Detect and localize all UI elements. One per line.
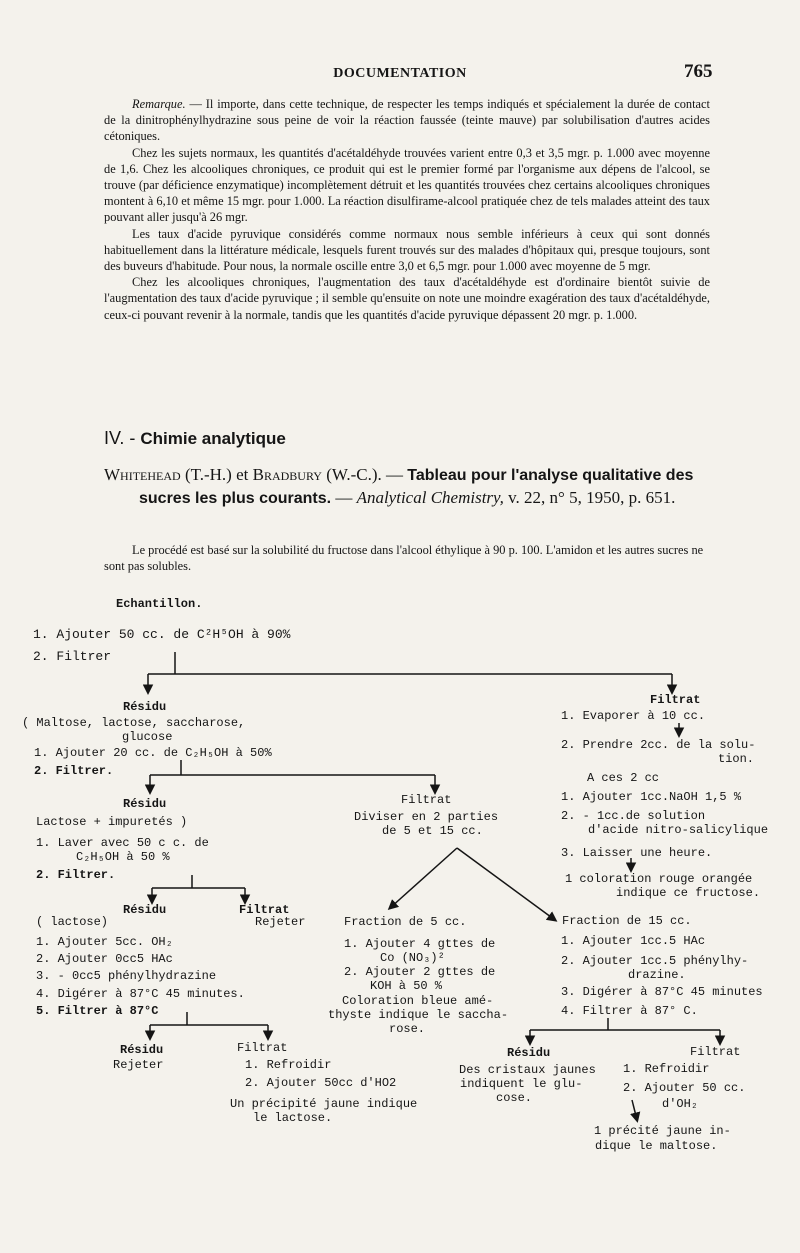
maltose-filtrat-step-2: 2. Ajouter 50 cc. [623, 1081, 746, 1095]
lactose-step-4: 4. Digérer à 87°C 45 minutes. [36, 987, 245, 1001]
section-dash: - [124, 428, 141, 448]
maltose-result: 1 précité jaune in- [594, 1124, 731, 1138]
residu-2-step-2: 2. Filtrer. [36, 868, 116, 882]
maltose-filtrat-step-2-cont: d'OH₂ [662, 1097, 699, 1111]
maltose-result-cont: dique le maltose. [595, 1139, 718, 1153]
glucose-residu-title: Résidu [507, 1046, 551, 1060]
lactose-result-cont: le lactose. [253, 1111, 333, 1125]
fraction-15-step-2: 2. Ajouter 1cc.5 phénylhy- [561, 954, 749, 968]
filtrat-2-title: Filtrat [401, 793, 452, 807]
paragraph-text: Les taux d'acide pyruvique considérés comme normaux nous semble inférieurs à ceux qui sont donnés habituellement dans la littérature médicale, lesquels furent trouvés sur des malades d'hôpitaux qui, presque toujours, sont des buveurs d'habitude. Pour nous, la normale oscille entre 3,0 et 6,5 mgr. pour 1.000 avec moyenne de 5 mgr. [104, 226, 710, 274]
running-header: DOCUMENTATION [333, 66, 467, 81]
filtrat-1-step-2: 2. Prendre 2cc. de la solu- [561, 738, 756, 752]
residu-1-glucose: glucose [122, 730, 173, 744]
fraction-5-step-1-cont: Co (NO₃)² [380, 951, 445, 965]
saccharose-result: Coloration bleue amé- [342, 994, 494, 1008]
saccharose-result-cont: thyste indique le saccha- [328, 1008, 509, 1022]
residu-3-lactose: ( lactose) [36, 915, 109, 929]
sample-label: Echantillon. [116, 597, 203, 611]
lactose-residu-discard: Rejeter [113, 1058, 164, 1072]
intro-text: Le procédé est basé sur la solubilité du fructose dans l'alcool éthylique à 90 p. 100. L'amidon et les autres sucres ne sont pas solubles. [104, 543, 704, 574]
lactose-step-2: 2. Ajouter 0cc5 HAc [36, 952, 173, 966]
residu-2-step-1-cont: C₂H₅OH à 50 % [76, 850, 170, 864]
filtrat-3-discard: Rejeter [255, 915, 306, 929]
fraction-5-step-1: 1. Ajouter 4 gttes de [344, 937, 496, 951]
saccharose-result-end: rose. [389, 1022, 426, 1036]
author: Whitehead (T.-H.) [104, 465, 232, 484]
paragraph-text: Chez les sujets normaux, les quantités d'acétaldéhyde trouvées varient entre 0,3 et 3,5 mgr. p. 1.000 avec moyenne de 1,6. Chez les alcooliques chroniques, ce produit qui est le premier formé par l'organisme aux dépens de l'alcool, se trouve (par déficience enzymatique) incomplètement détruit et les quantités trouvées chez certains alcooliques chroniques montent à 6,10 et même 15 mgr. pour 1.000. La réaction disulfirame-alcool pratiquée chez de tels malades atteint des taux pouvant aller jusqu'à 26 mgr. [104, 145, 710, 225]
filtrat-1-step-3: 1. Ajouter 1cc.NaOH 1,5 % [561, 790, 742, 804]
lactose-filtrat-step-2: 2. Ajouter 50cc d'HO2 [245, 1076, 397, 1090]
lactose-residu-title: Résidu [120, 1043, 164, 1057]
filtrat-1-step-4-cont: d'acide nitro-salicylique [588, 823, 769, 837]
residu-3-title: Résidu [123, 903, 167, 917]
filtrat-1-aliquot: A ces 2 cc [587, 771, 660, 785]
residu-2-title: Résidu [123, 797, 167, 811]
filtrat-2-divide-cont: de 5 et 15 cc. [382, 824, 483, 838]
fraction-5-step-2-cont: KOH à 50 % [370, 979, 443, 993]
fraction-15-step-2-cont: drazine. [628, 968, 686, 982]
glucose-result: Des cristaux jaunes [459, 1063, 596, 1077]
step-filter: 2. Filtrer [33, 649, 112, 664]
residu-2-step-1: 1. Laver avec 50 c c. de [36, 836, 209, 850]
step-add-ethanol-90: 1. Ajouter 50 cc. de C²H⁵OH à 90% [33, 627, 291, 642]
fraction-5-title: Fraction de 5 cc. [344, 915, 467, 929]
lactose-result: Un précipité jaune indique [230, 1097, 418, 1111]
journal-name: Analytical Chemistry, [356, 488, 504, 507]
filtrat-1-step-5: 3. Laisser une heure. [561, 846, 713, 860]
fraction-15-step-3: 3. Digérer à 87°C 45 minutes [561, 985, 763, 999]
paragraph-text: — Il importe, dans cette technique, de respecter les temps indiqués et spécialement la durée de contact de la dinitrophénylhydrazine sous peine de voir la réaction faussée (teinte mauve) par solubilisation d'autres acides cétoniques. [104, 97, 710, 144]
filtrat-2-divide: Diviser en 2 parties [354, 810, 499, 824]
conjunction: et [231, 465, 253, 484]
residu-1-title: Résidu [123, 700, 167, 714]
filtrat-1-step-1: 1. Evaporer à 10 cc. [561, 709, 706, 723]
article-title-cont: qualitative des sucres les plus courants. [139, 467, 694, 507]
maltose-filtrat-step-1: 1. Refroidir [623, 1062, 710, 1076]
fraction-15-step-4: 4. Filtrer à 87° C. [561, 1004, 698, 1018]
lactose-step-3: 3. - 0cc5 phénylhydrazine [36, 969, 217, 983]
residu-1-step-2: 2. Filtrer. [34, 764, 114, 778]
residu-1-sugars: ( Maltose, lactose, saccharose, [22, 716, 246, 730]
separator: — [331, 488, 357, 507]
residu-2-content: Lactose + impuretés ) [36, 815, 188, 829]
fraction-15-title: Fraction de 15 cc. [562, 914, 692, 928]
article-title: Tableau pour l'analyse [407, 467, 578, 484]
journal-details: v. 22, n° 5, 1950, p. 651. [508, 488, 676, 507]
filtrat-1-step-4: 2. - 1cc.de solution [561, 809, 706, 823]
author: Bradbury (W.-C.). [252, 465, 382, 484]
glucose-result-end: cose. [496, 1091, 533, 1105]
lactose-step-1: 1. Ajouter 5cc. OH₂ [36, 935, 173, 949]
section-number: IV. [104, 428, 125, 448]
fraction-5-step-2: 2. Ajouter 2 gttes de [344, 965, 496, 979]
residu-1-step-1: 1. Ajouter 20 cc. de C₂H₅OH à 50% [34, 746, 272, 760]
filtrat-1-step-2-cont: tion. [718, 752, 755, 766]
lactose-filtrat-step-1: 1. Refroidir [245, 1058, 332, 1072]
filtrat-1-title: Filtrat [650, 693, 701, 707]
lactose-step-5: 5. Filtrer à 87°C [36, 1004, 159, 1018]
maltose-filtrat-title: Filtrat [690, 1045, 741, 1059]
separator: — [381, 465, 408, 484]
glucose-result-cont: indiquent le glu- [460, 1077, 583, 1091]
paragraph-lead: Remarque. [132, 97, 186, 111]
lactose-filtrat-title: Filtrat [237, 1041, 288, 1055]
filtrat-3-title: Filtrat [239, 903, 290, 917]
paragraph-text: Chez les alcooliques chroniques, l'augmentation des taux d'acétaldéhyde est d'ordinaire bientôt suivie de l'augmentation des taux d'acide pyruvique ; il semble qu'ensuite on note une moindre exagération des taux d'acétaldéhyde, ceux-ci pouvant revenir à la normale, tandis que les quantités d'acide pyruvique dépassent 20 mgr. p. 1.000. [104, 275, 710, 322]
section-title: Chimie analytique [140, 429, 286, 448]
fraction-15-step-1: 1. Ajouter 1cc.5 HAc [561, 934, 706, 948]
page-number: 765 [684, 61, 713, 82]
fructose-result: 1 coloration rouge orangée [565, 872, 753, 886]
fructose-result-cont: indique ce fructose. [616, 886, 761, 900]
